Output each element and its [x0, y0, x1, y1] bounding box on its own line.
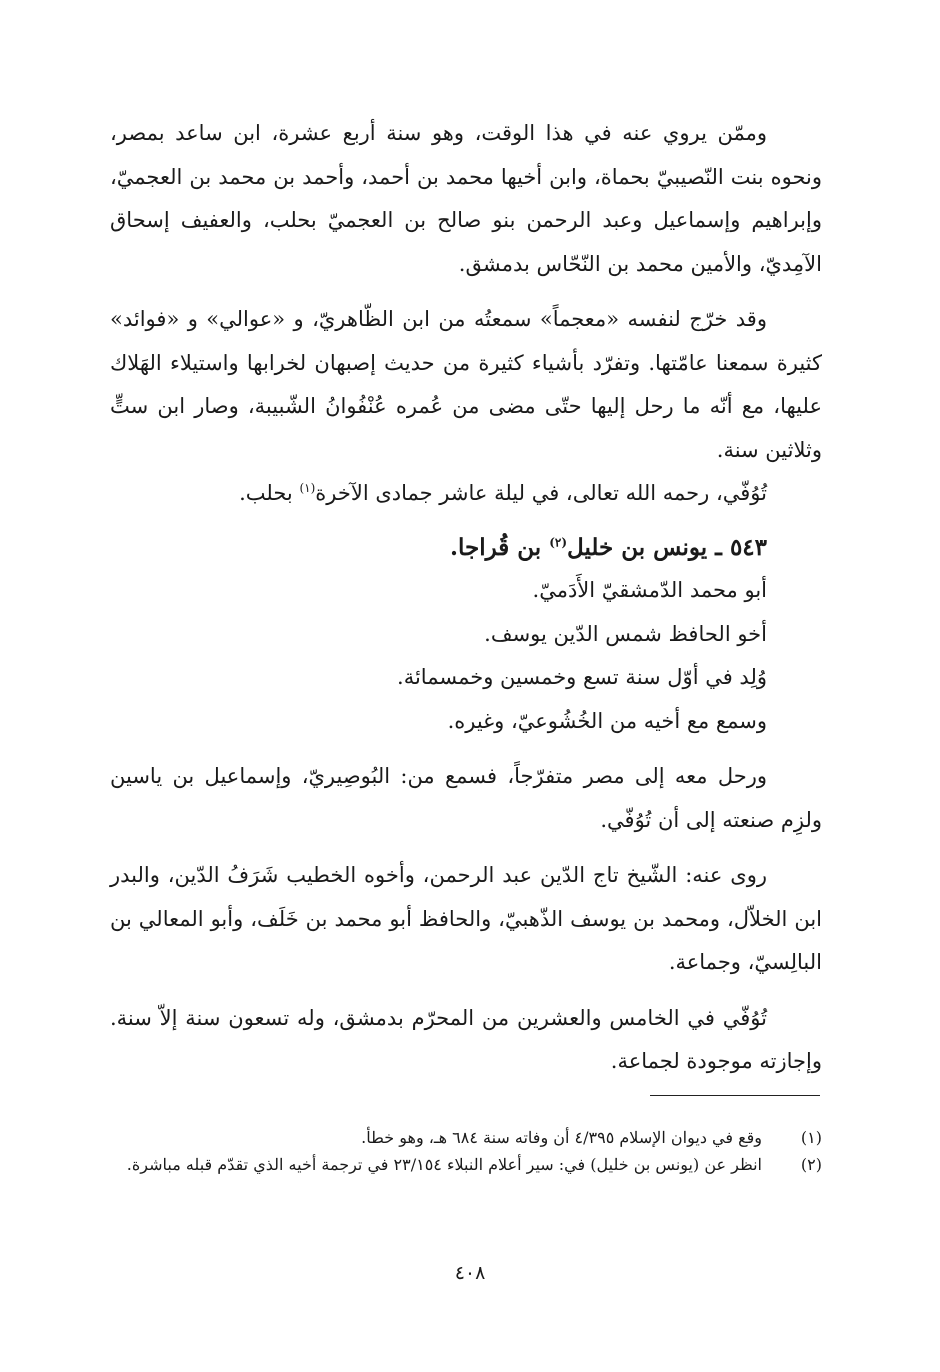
paragraph-travel: ورحل معه إلى مصر متفرّجاً، فسمع من: البُوصِيريّ، وإسماعيل بن ياسين ولزِم صنعته إلى أن تُوُفّي. — [110, 764, 822, 832]
entry-heading — [110, 526, 822, 570]
page-number: ٤٠٨ — [454, 1262, 486, 1284]
footnote-number: (١) — [800, 1128, 822, 1147]
entry-title-end: بن قُراجا. — [449, 533, 550, 561]
footnote-ref-2: (٢) — [549, 534, 568, 549]
paragraph-death-entry: تُوُفّي في الخامس والعشرين من المحرّم بدمشق، وله تسعون سنة إلاّ سنة. وإجازته موجودة لجماعة. — [110, 1005, 822, 1073]
paragraph-students: روى عنه: الشّيخ تاج الدّين عبد الرحمن، وأخوه الخطيب شَرَفُ الدّين، والبدر ابن الخلاّل، ومحمد بن يوسف الذّهبيّ، والحافظ أبو محمد بن خَلَف، وأبو المعالي بن البالِسيّ، وجماعة. — [110, 863, 822, 974]
death-place: بحلب. — [239, 481, 300, 505]
paragraph-narrators: وممّن يروي عنه في هذا الوقت، وهو سنة أربع عشرة، ابن ساعد بمصر، ونحوه بنت النّصيبيّ بحماة، وابن أخيها محمد بن أحمد، وأحمد بن محمد بن العجميّ، وإبراهيم وإسماعيل وعبد الرحمن بنو صالح بن العجميّ بحلب، والعفيف إسحاق الآمِديّ، والأمين محمد بن النّحّاس بدمشق. — [110, 121, 822, 276]
death-text: تُوُفّي، رحمه الله تعالى، في ليلة عاشر جمادى الآخرة — [315, 481, 767, 505]
entry-title: ٥٤٣ ـ يونس بن خليل — [567, 533, 767, 561]
footnote-1 — [110, 1124, 822, 1151]
footnote-number: (٢) — [800, 1155, 822, 1174]
entry-kunya: أبو محمد الدّمشقيّ الأَدَميّ. — [532, 578, 767, 602]
footnote-text: انظر عن (يونس بن خليل) في: سير أعلام النبلاء ٢٣/١٥٤ في ترجمة أخيه الذي تقدّم قبله مباشرة. — [126, 1155, 762, 1174]
paragraph-works: وقد خرّج لنفسه «معجماً» سمعتُه من ابن الظّاهريّ، و «عوالي» و «فوائد» كثيرة سمعنا عامّتها. وتفرّد بأشياء كثيرة من حديث إصبهان لخرابها واستيلاء الهَلاك عليها، مع أنّه ما رحل إليها حتّى مضى من عُمره عُنْفُوانُ الشّبيبة، وصار ابن ستٍّ وثلاثين سنة. — [110, 307, 822, 462]
footnote-divider — [650, 1095, 820, 1096]
footnote-ref-1: (١) — [299, 481, 316, 495]
footnotes — [110, 1124, 822, 1178]
main-text — [110, 112, 822, 1084]
entry-birth: وُلِد في أوّل سنة تسع وخمسين وخمسمائة. — [397, 665, 767, 689]
footnote-text: وقع في ديوان الإسلام ٤/٣٩٥ أن وفاته سنة ٦٨٤ هـ، وهو خطأ. — [361, 1128, 762, 1147]
entry-heard: وسمع مع أخيه من الخُشُوعيّ، وغيره. — [447, 708, 767, 733]
entry-brother: أخو الحافظ شمس الدّين يوسف. — [484, 621, 767, 646]
footnote-2 — [110, 1151, 822, 1178]
paragraph-death — [110, 472, 822, 516]
